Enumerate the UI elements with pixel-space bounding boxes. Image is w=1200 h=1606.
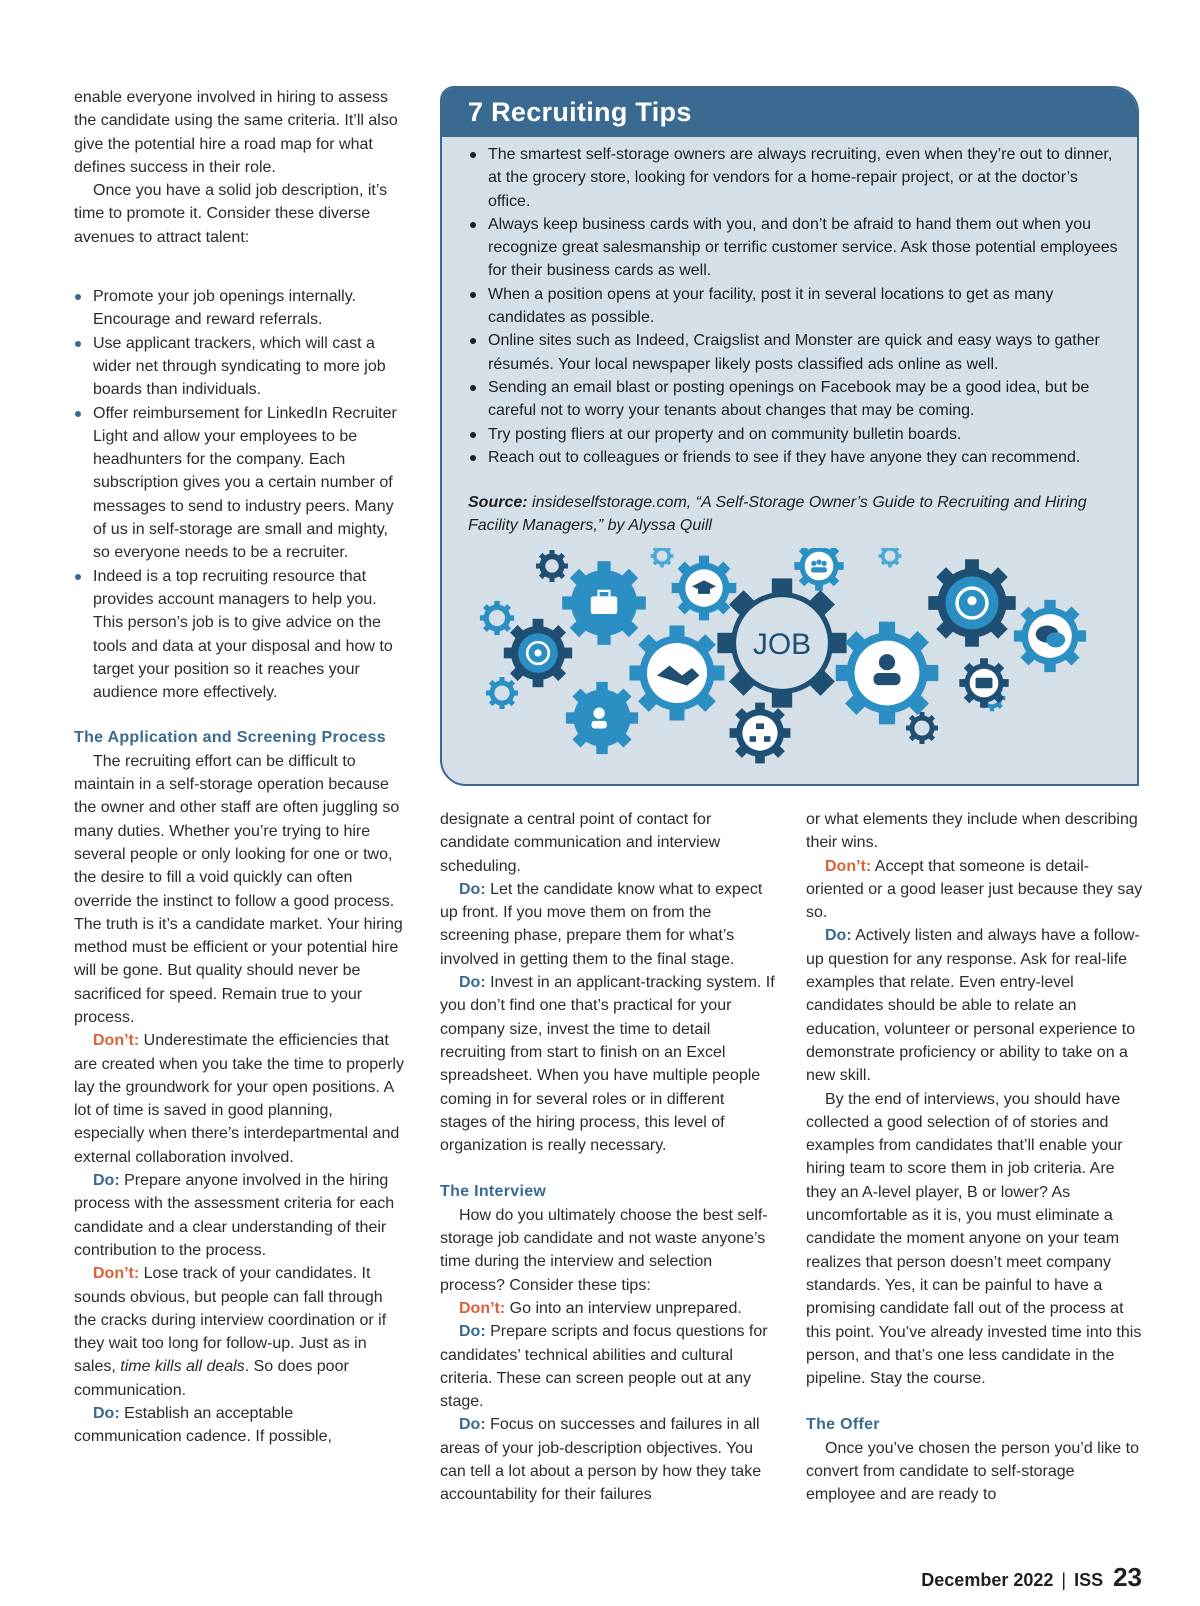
id-card-gear-icon — [959, 658, 1008, 707]
tips-title: 7 Recruiting Tips — [442, 88, 1137, 137]
paragraph — [440, 1297, 775, 1320]
footer-separator: | — [1061, 1570, 1067, 1590]
dont-label: Don’t: — [93, 1032, 140, 1050]
right-column — [806, 808, 1146, 1507]
small-gear-icon — [906, 712, 938, 744]
paragraph — [440, 878, 775, 971]
recruiting-tips-box — [440, 86, 1139, 786]
do-label: Do: — [93, 1405, 120, 1423]
user-check-gear-icon — [566, 682, 638, 754]
source-label: Source: — [468, 494, 528, 511]
paragraph: How do you ultimately choose the best self-storage job candidate and not waste anyone’s time during the interview and selection process? Consider these tips: — [440, 1206, 768, 1294]
candidate-gear-icon — [836, 622, 939, 725]
paragraph — [440, 1320, 775, 1413]
paragraph: The recruiting effort can be difficult to maintain in a self-storage operation because the owner and other staff are often juggling so many duties. Whether you’re trying to hire several people or only looking for one or two, the desire to fill a void quickly can often override the instinct to follow a good process. The truth is it’s a candidate market. Your hiring method must be efficient or your potential hire will be gone. But quality should never be sacrificed for speed. Remain true to your process. — [74, 752, 403, 1026]
target-gear-icon — [504, 619, 572, 687]
list-item: When a position opens at your facility, post it in several locations to get as many candidates as possible. — [468, 283, 1118, 330]
dont-text: Lose track of your candidates. It sounds obvious, but people can fall through the cracks during interview coordination or if they wait too long for follow-up. Just as in sales, — [74, 1265, 387, 1376]
middle-column — [440, 808, 775, 1507]
do-text: Actively listen and always have a follow-up question for any response. Ask for real-life examples that relate. Even entry-level candidates should be able to relate an education, volunteer or personal experience to demonstrate proficiency or ability to take on a new skill. — [806, 927, 1140, 1085]
paragraph — [440, 971, 775, 1157]
paragraph — [806, 855, 1146, 925]
small-gear-icon — [879, 548, 902, 567]
do-label: Do: — [459, 1323, 486, 1341]
section-heading: The Application and Screening Process — [74, 729, 386, 747]
do-text: Prepare anyone involved in the hiring process with the assessment criteria for each candidate and a clear understanding of their contribution to the process. — [74, 1172, 395, 1259]
do-label: Do: — [93, 1172, 120, 1190]
graduation-gear-icon — [672, 556, 737, 621]
job-gear-label: JOB — [752, 628, 812, 661]
left-column — [74, 86, 404, 1449]
list-item: Reach out to colleagues or friends to see if they have anyone they can recommend. — [468, 446, 1118, 469]
do-text: Invest in an applicant-tracking system. If you don’t find one that’s practical for your company size, invest the time to detail recruiting from start to finish on an Excel spreadsheet. When you have multiple people coming in for several roles or in different stages of the hiring process, this level of organization is really necessary. — [440, 974, 775, 1155]
section-heading: The Offer — [806, 1416, 880, 1434]
dont-label: Don’t: — [825, 857, 872, 875]
do-label: Do: — [459, 1416, 486, 1434]
list-item: The smartest self-storage owners are always recruiting, even when they’re out to dinner, at the grocery store, looking for vendors for a home-repair project, or at the doctor’s office. — [468, 143, 1118, 213]
dont-text: Underestimate the efficiencies that are created when you take the time to properly lay the groundwork for your open positions. A lot of time is saved in good planning, especially when there’s interdepartmental and external collaboration involved. — [74, 1032, 404, 1166]
chat-gear-icon — [1014, 600, 1086, 672]
do-label: Do: — [459, 974, 486, 992]
do-label: Do: — [459, 880, 486, 898]
do-label: Do: — [825, 927, 852, 945]
tips-list — [468, 143, 1118, 469]
list-item: Always keep business cards with you, and don’t be afraid to hand them out when you recognize great salesmanship or terrific customer service. Ask those potential employees for their business cards as well. — [468, 213, 1118, 283]
paragraph — [74, 1262, 404, 1402]
team-gear-icon — [794, 548, 843, 591]
paragraph: designate a central point of contact for candidate communication and interview scheduling. — [440, 811, 721, 875]
small-gear-icon — [536, 550, 568, 582]
page-number: 23 — [1113, 1562, 1142, 1592]
list-item: Promote your job openings internally. Encourage and reward referrals. — [74, 285, 404, 332]
handshake-gear-icon — [630, 626, 725, 721]
do-text: Focus on successes and failures in all areas of your job-description objectives. You can tell a lot about a person by how they take accountability for their failures — [440, 1416, 762, 1504]
paragraph: Once you’ve chosen the person you’d like to convert from candidate to self-storage employee and are ready to — [806, 1439, 1139, 1504]
paragraph: By the end of interviews, you should have collected a good selection of of stories and examples from candidates that’ll enable your hiring team to score them in job criteria. Are they an A-level player, B or lower? As uncomfortable as it is, you must eliminate a candidate the moment anyone on your team realizes that person doesn’t meet company standards. Yes, it can be painful to have a promising candidate fall out of the process at this point. You’ve already invested time into this person, and that’s one less candidate in the pipeline. Stay the course. — [806, 1090, 1142, 1388]
do-text: Establish an acceptable communication cadence. If possible, — [74, 1405, 332, 1446]
gears-illustration — [472, 548, 1112, 778]
dont-text-end: . So does poor communication. — [74, 1358, 349, 1399]
briefcase-gear-icon — [562, 561, 646, 645]
dont-text: Accept that someone is detail-oriented or a good leaser just because they say so. — [806, 857, 1143, 922]
list-item: Online sites such as Indeed, Craigslist and Monster are quick and easy ways to gather résumés. Your local newspaper likely posts classified ads online as well. — [468, 329, 1118, 376]
emphasis: time kills all deals — [120, 1358, 245, 1376]
small-gear-icon — [480, 601, 514, 635]
dont-label: Don’t: — [459, 1299, 506, 1317]
paragraph: Once you have a solid job description, it’s time to promote it. Consider these diverse avenues to attract talent: — [74, 182, 388, 246]
paragraph — [74, 1169, 404, 1262]
dont-text: Go into an interview unprepared. — [505, 1299, 742, 1317]
dont-label: Don’t: — [93, 1265, 140, 1283]
list-item: Indeed is a top recruiting resource that provides account managers to help you. This person’s job is to give advice on the tools and data at your disposal and how to target your position so it reaches your audience more effectively. — [74, 565, 404, 705]
org-chart-gear-icon — [730, 703, 791, 764]
list-item: Use applicant trackers, which will cast a wider net through syndicating to more job boards than individuals. — [74, 332, 404, 402]
list-item: Offer reimbursement for LinkedIn Recruiter Light and allow your employees to be headhunters for the company. Each subscription gives you a certain number of messages to send to industry peers. Many of us in self-storage are small and mighty, so everyone needs to be a recruiter. — [74, 402, 404, 565]
paragraph: or what elements they include when describing their wins. — [806, 811, 1138, 852]
source-text: insideselfstorage.com, “A Self-Storage Owner’s Guide to Recruiting and Hiring Facility Managers,” by Alyssa Quill — [468, 494, 1087, 535]
paragraph — [74, 1402, 404, 1449]
page-footer — [921, 1562, 1142, 1592]
paragraph — [440, 1413, 775, 1506]
do-text: Let the candidate know what to expect up front. If you move them on from the screening phase, prepare them for what’s involved in getting them to the final stage. — [440, 880, 763, 968]
list-item: Sending an email blast or posting openings on Facebook may be a good idea, but be careful not to worry your tenants about changes that may be coming. — [468, 376, 1118, 423]
paragraph — [74, 1029, 404, 1169]
paragraph — [806, 924, 1146, 1087]
issue-date: December 2022 — [921, 1570, 1054, 1590]
paragraph: enable everyone involved in hiring to assess the candidate using the same criteria. It’ll also give the potential hire a road map for what defines success in their role. — [74, 89, 398, 176]
magazine-name: ISS — [1074, 1570, 1104, 1590]
section-heading: The Interview — [440, 1183, 547, 1201]
avenues-list — [74, 285, 404, 704]
list-item: Try posting fliers at our property and on community bulletin boards. — [468, 423, 1118, 446]
do-text: Prepare scripts and focus questions for candidates’ technical abilities and cultural criteria. These can screen people out at any stage. — [440, 1323, 768, 1411]
small-gear-icon — [486, 677, 518, 709]
search-people-gear-icon — [928, 559, 1015, 646]
small-gear-icon — [651, 548, 674, 567]
source-credit — [468, 491, 1118, 538]
